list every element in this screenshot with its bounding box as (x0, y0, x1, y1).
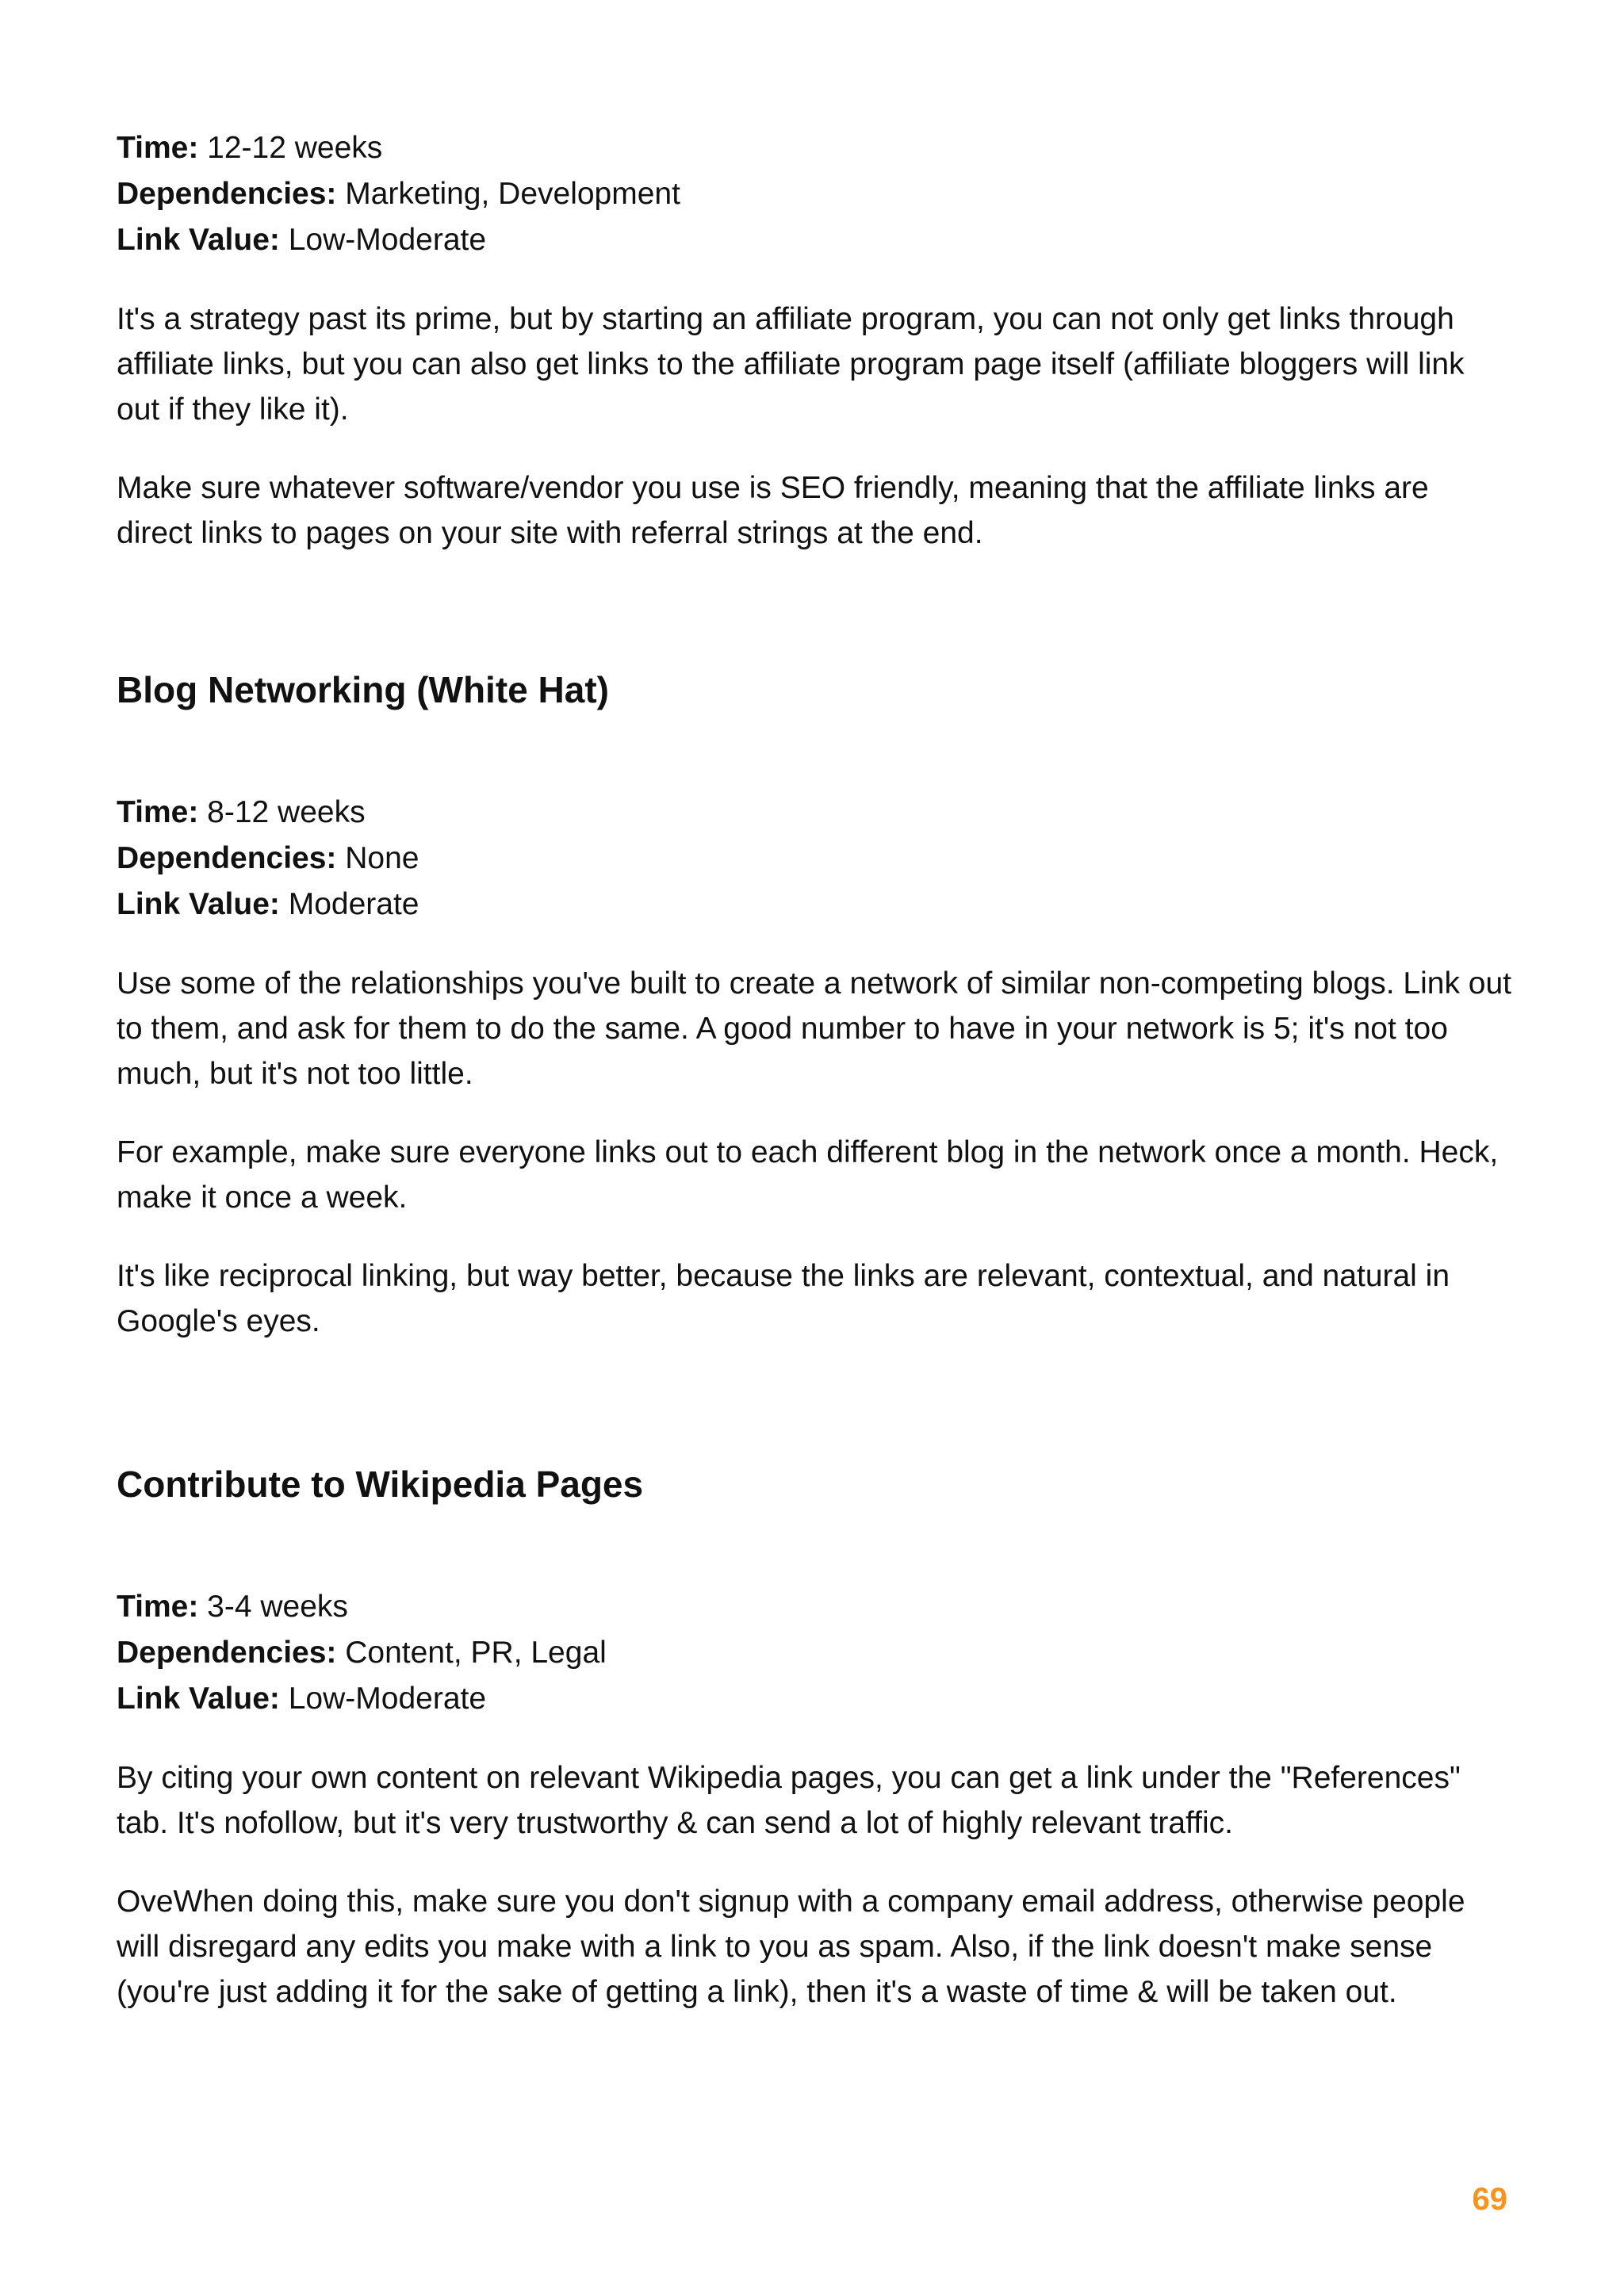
section-wikipedia (117, 1460, 1512, 2015)
meta-dependencies-label: Dependencies: (117, 841, 337, 875)
section-heading: Blog Networking (White Hat) (117, 669, 609, 710)
meta-dependencies (117, 836, 1512, 882)
meta-time-label: Time: (117, 795, 199, 829)
paragraph: Use some of the relationships you've built to create a network of similar non-competing blogs. Link out to them, and ask for them to do the same. A good number to have in your network is 5; it's not too much, but it's not too little. (117, 966, 1512, 1091)
section-affiliate (117, 125, 1512, 556)
paragraph: It's like reciprocal linking, but way better, because the links are relevant, contextual, and natural in Google's eyes. (117, 1259, 1450, 1338)
paragraph: It's a strategy past its prime, but by starting an affiliate program, you can not only get links through affiliate links, but you can also get links to the affiliate program page itself (affiliate bloggers will link out if they like it). (117, 302, 1465, 427)
meta-link-value (117, 1676, 1512, 1722)
meta-dependencies (117, 1630, 1512, 1676)
paragraph: For example, make sure everyone links out to each different blog in the network once a month. Heck, make it once a week. (117, 1135, 1499, 1215)
paragraph: Make sure whatever software/vendor you use is SEO friendly, meaning that the affiliate links are direct links to pages on your site with referral strings at the end. (117, 471, 1429, 550)
meta-link-value-label: Link Value: (117, 887, 280, 921)
paragraph: OveWhen doing this, make sure you don't signup with a company email address, otherwise people will disregard any edits you make with a link to you as spam. Also, if the link doesn't make sense (you're just adding it for the sake of getting a link), then it's a waste of time & will be taken out. (117, 1885, 1465, 2009)
section-blog-networking (117, 666, 1512, 1344)
meta-dependencies-label: Dependencies: (117, 177, 337, 211)
meta-link-value-value: Low-Moderate (279, 1682, 487, 1716)
meta-time-value: 8-12 weeks (198, 795, 366, 829)
meta-time-label: Time: (117, 131, 199, 165)
meta-time (117, 125, 1512, 171)
meta-dependencies-value: None (336, 841, 419, 875)
meta-dependencies-value: Marketing, Development (336, 177, 680, 211)
page-number: 69 (1472, 2182, 1507, 2217)
section-heading: Contribute to Wikipedia Pages (117, 1464, 644, 1505)
meta-link-value (117, 882, 1512, 928)
meta-link-value-value: Low-Moderate (279, 223, 487, 257)
meta-time-label: Time: (117, 1590, 199, 1624)
meta-dependencies (117, 171, 1512, 217)
meta-link-value-label: Link Value: (117, 1682, 280, 1716)
meta-dependencies-label: Dependencies: (117, 1636, 337, 1670)
meta-dependencies-value: Content, PR, Legal (336, 1636, 607, 1670)
meta-time (117, 1584, 1512, 1630)
meta-time-value: 3-4 weeks (198, 1590, 348, 1624)
meta-link-value-value: Moderate (279, 887, 419, 921)
meta-link-value (117, 217, 1512, 263)
meta-link-value-label: Link Value: (117, 223, 280, 257)
meta-time (117, 790, 1512, 836)
meta-time-value: 12-12 weeks (198, 131, 383, 165)
paragraph: By citing your own content on relevant Wikipedia pages, you can get a link under the "References" tab. It's nofollow, but it's very trustworthy & can send a lot of highly relevant traffic. (117, 1761, 1461, 1840)
